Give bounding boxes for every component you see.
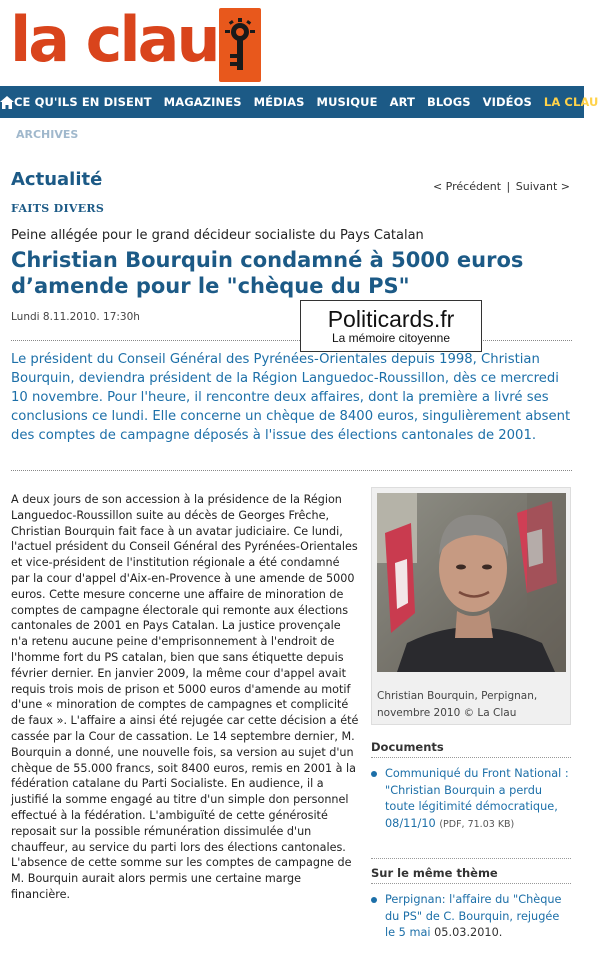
nav-item-musique[interactable]: MUSIQUE	[316, 95, 378, 109]
main-nav	[0, 86, 599, 118]
article-body: A deux jours de son accession à la présidence de la Région Languedoc-Roussillon suite au décès de Georges Frêche, Christian Bourquin fait face à un avatar judiciaire. Ce lundi, l'actuel président du Conseil Général des Pyrénées-Orientales et vice-président de l'institution régionale a été condamné par la cour d'appel d'Aix-en-Provence à une amende de 5000 euros. Cette mesure concerne une affaire de minoration de comptes de campagne électorale qui remonte aux élections cantonales de 2001 en Pays Catalan. La justice provençale n'a retenu aucune peine d'emprisonnement à l'endroit de l'homme fort du PS catalan, bien que sans étiquette depuis février dernier. En janvier 2009, la même cour d'appel avait requis trois mois de prison et 5000 euros d'amende au motif d'une « minoration de comptes de campagnes et complicité de faux ». L'affaire a ainsi été rejugée car cette décision a été cassée par la Cour de cassation. Le 14 septembre dernier, M. Bourquin a donné, une nouvelle fois, sa version au sujet d'un chèque de 55.000 francs, soit 8400 euros, remis en 2001 à la fédération catalane du Parti Socialiste. En audience, il a justifié la somme engagé au titre d'un simple don personnel effectué à la fédération. L'ambiguïté de cette générosité reposait sur la possible rémunération dissimulée d'un chauffeur, au service du parti lors des élections cantonales. L'absence de cette somme sur les comptes de campagne de M. Bourquin aurait alors permis une certaine marge financière.	[11, 493, 359, 901]
nav-item-videos[interactable]: VIDÉOS	[482, 95, 532, 109]
previous-link[interactable]: < Précédent	[432, 180, 502, 193]
watermark-title: Politicards.fr	[327, 306, 455, 332]
divider	[371, 883, 571, 884]
same-theme-date: 05.03.2010.	[434, 926, 503, 939]
document-item	[385, 766, 571, 833]
article-date: Lundi 8.11.2010. 17:30h	[11, 311, 140, 323]
section-title: Actualité	[11, 169, 103, 190]
next-link[interactable]: Suivant >	[515, 180, 570, 193]
divider	[371, 757, 571, 758]
divider	[371, 858, 571, 859]
divider	[11, 340, 572, 341]
article-photo-box	[371, 487, 571, 725]
watermark-subtitle: La mémoire citoyenne	[331, 331, 451, 345]
bullet-icon	[371, 897, 377, 903]
site-logo-text[interactable]: la clau	[10, 3, 218, 76]
article-lead: Le président du Conseil Général des Pyrénées-Orientales depuis 1998, Christian Bourquin, deviendra président de la Région Languedoc-Roussillon, dès ce mercredi 10 novembre. Pour l'heure, il rencontre deux affaires, dont la première a livré ses conclusions ce lundi. Elle concerne un chèque de 8400 euros, singulièrement absent des comptes de campagne déposés à l'issue des élections cantonales de 2001.	[11, 352, 571, 443]
home-icon[interactable]	[0, 86, 14, 118]
archives-link[interactable]: ARCHIVES	[16, 128, 79, 141]
document-link[interactable]: Communiqué du Front National : "Christian Bourquin a perdu toute légitimité démocratique, 08/11/10	[385, 767, 569, 830]
key-logo-icon[interactable]	[219, 8, 261, 82]
nav-item-blogs[interactable]: BLOGS	[426, 95, 471, 109]
photo-caption: Christian Bourquin, Perpignan, novembre 2010 © La Clau	[377, 690, 538, 719]
portrait-photo	[377, 493, 566, 672]
prev-next-nav	[433, 180, 570, 193]
divider	[11, 470, 572, 471]
site-header	[0, 0, 584, 86]
same-theme-item	[385, 892, 571, 942]
sub-nav	[0, 118, 584, 152]
watermark-stamp	[300, 300, 482, 352]
article-kicker: Peine allégée pour le grand décideur socialiste du Pays Catalan	[11, 228, 424, 243]
documents-heading: Documents	[371, 740, 444, 754]
nav-item-la-clau[interactable]: LA CLAU	[543, 95, 599, 109]
nav-item-medias[interactable]: MÉDIAS	[253, 95, 305, 109]
nav-item-magazines[interactable]: MAGAZINES	[163, 95, 242, 109]
same-theme-link[interactable]: Perpignan: l'affaire du "Chèque du PS" de C. Bourquin, rejugée le 5 mai	[385, 893, 562, 939]
document-meta: (PDF, 71.03 KB)	[439, 818, 515, 830]
article-category[interactable]: FAITS DIVERS	[11, 202, 105, 215]
nav-item-art[interactable]: ART	[389, 95, 415, 109]
prev-next-separator: |	[506, 180, 511, 193]
nav-item-ce-quils-en-disent[interactable]: CE QU'ILS EN DISENT	[14, 95, 152, 109]
article-headline: Christian Bourquin condamné à 5000 euros d’amende pour le "chèque du PS"	[11, 248, 524, 298]
bullet-icon	[371, 771, 377, 777]
same-theme-heading: Sur le même thème	[371, 866, 498, 880]
